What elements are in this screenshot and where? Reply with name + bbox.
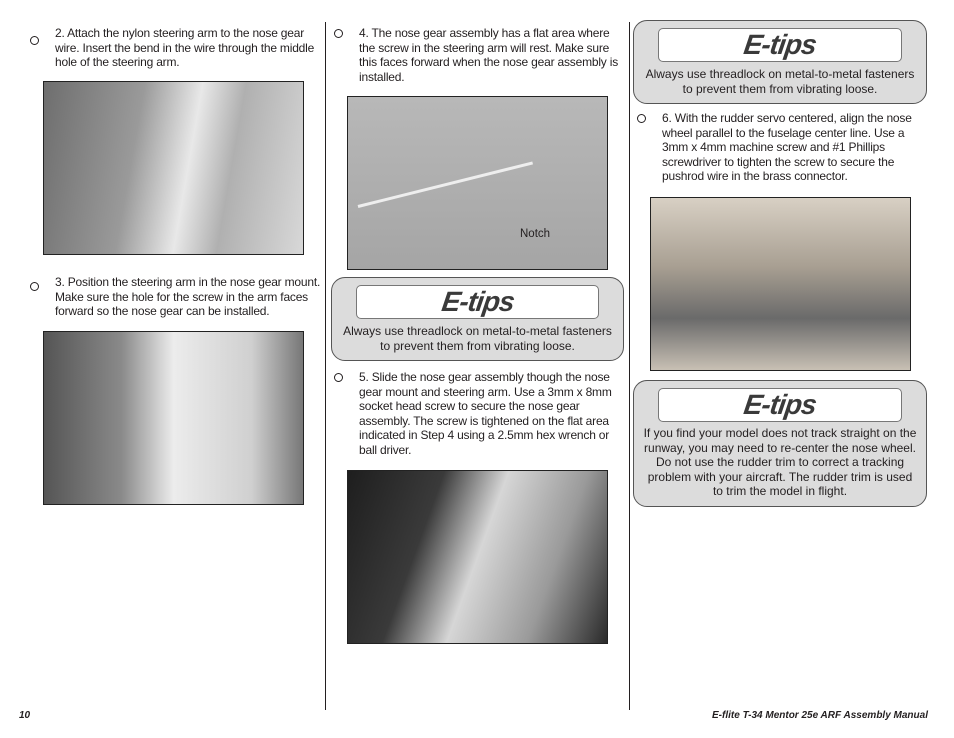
photo-nose-gear-mount: [43, 331, 304, 505]
column-divider: [325, 22, 326, 710]
step-4-text: 4. The nose gear assembly has a flat area where the screw in the steering arm will rest. Make sure this faces forward when the nose gear assembly is installed.: [359, 26, 618, 84]
checkbox-bullet: [637, 114, 646, 123]
wire-shape: [358, 161, 533, 207]
column-divider: [629, 22, 630, 710]
etips-logo-panel: [658, 388, 902, 422]
step-3-text: 3. Position the steering arm in the nose gear mount. Make sure the hole for the screw in the arm faces forward so the nose gear can be installed.: [55, 275, 321, 319]
etips-logo: E-tips: [742, 389, 819, 420]
checkbox-bullet: [334, 29, 343, 38]
checkbox-bullet: [30, 282, 39, 291]
etips-logo: E-tips: [439, 286, 516, 317]
step-6-text: 6. With the rudder servo centered, align the nose wheel parallel to the fuselage center line. Use a 3mm x 4mm machine screw and #1 Phillips screwdriver to tighten the screw to secure the pushrod wire in the brass connector.: [662, 111, 912, 184]
etips-logo-panel: [356, 285, 599, 319]
photo-rudder-servo: [650, 197, 911, 371]
etips-logo-panel: [658, 28, 902, 62]
etips-box: [633, 380, 927, 507]
etips-text: Always use threadlock on metal-to-metal fasteners to prevent them from vibrating loose.: [343, 324, 612, 353]
checkbox-bullet: [334, 373, 343, 382]
etips-text: Always use threadlock on metal-to-metal fasteners to prevent them from vibrating loose.: [645, 67, 915, 96]
manual-title: E-flite T-34 Mentor 25e ARF Assembly Manual: [712, 710, 928, 721]
photo-steering-arm: [43, 81, 304, 255]
etips-box: [331, 277, 624, 361]
step-5-text: 5. Slide the nose gear assembly though the nose gear mount and steering arm. Use a 3mm x 8mm socket head screw to secure the nose gear assembly. The screw is tightened on the flat area indicated in Step 4 using a 2.5mm hex wrench or ball driver.: [359, 370, 612, 457]
page-number: 10: [19, 710, 31, 721]
etips-text: If you find your model does not track straight on the runway, you may need to re-center the nose wheel. Do not use the rudder trim to correct a tracking problem with your aircraft. The rudder trim is used to trim the model in flight.: [643, 426, 917, 499]
notch-label: Notch: [520, 228, 551, 240]
photo-nose-gear-install: [347, 470, 608, 644]
step-2-text: 2. Attach the nylon steering arm to the nose gear wire. Insert the bend in the wire through the middle hole of the steering arm.: [55, 26, 315, 70]
etips-box: [633, 20, 927, 104]
photo-nose-gear-wire: [347, 96, 608, 270]
etips-logo: E-tips: [742, 29, 819, 60]
checkbox-bullet: [30, 36, 39, 45]
